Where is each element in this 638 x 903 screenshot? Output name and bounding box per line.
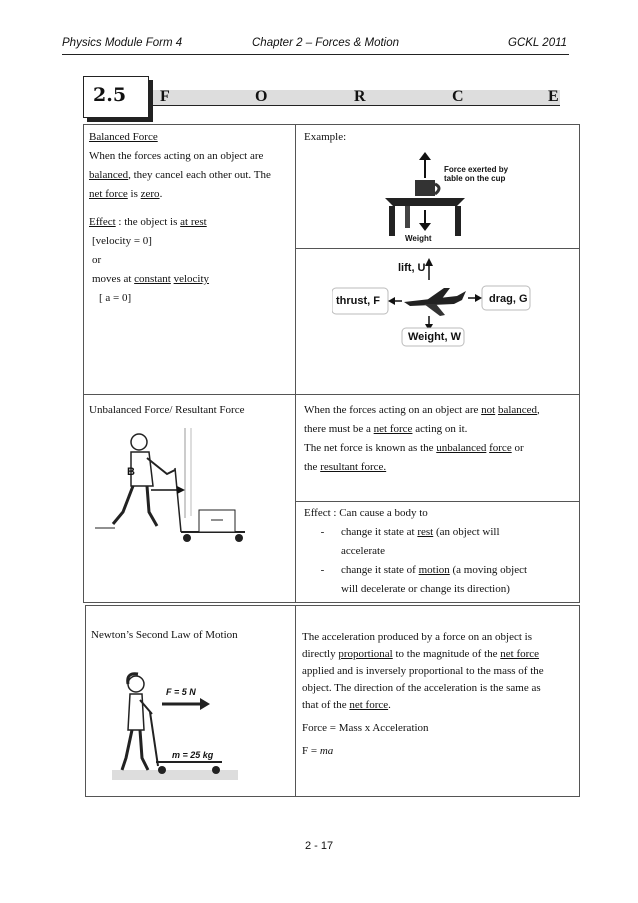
weight-w-label: Weight, W [408, 331, 461, 343]
drag-label: drag, G [489, 293, 528, 305]
net-force-word-3: net force [500, 648, 540, 660]
unbalanced-desc-cell [295, 394, 580, 502]
cup-weight-label: Weight [405, 234, 432, 243]
formula-f-equals: F = [302, 745, 320, 757]
item1-a: change it state at [341, 526, 418, 538]
or-word: or [92, 254, 102, 266]
balanced-word-2: balanced [497, 404, 538, 416]
balanced-word: balanced [89, 169, 129, 181]
unbalanced-word: unbalanced [436, 442, 487, 454]
zero-word: zero [140, 188, 160, 200]
item2-c: (a moving object [449, 564, 528, 576]
unbalanced-heading: Unbalanced Force/ Resultant Force [89, 404, 245, 416]
cup-label-line-1: Force exerted by [444, 165, 509, 174]
title-letter-r: R [354, 88, 366, 105]
item2-a: change it state of [341, 564, 419, 576]
title-letter-f: F [160, 88, 170, 105]
newton-line-2c: to the magnitude of the [392, 648, 501, 660]
velocity-zero: [velocity = 0] [92, 235, 152, 247]
is-word: is [127, 188, 141, 200]
header-left: Physics Module Form 4 [62, 37, 183, 49]
title-letter-c: C [452, 88, 464, 105]
mass-label: m = 25 kg [172, 750, 214, 760]
at-rest-word: at rest [180, 216, 207, 228]
period: . [159, 188, 163, 200]
newton-line-5a: that of the [302, 699, 350, 711]
resultant-force-word: resultant force. [320, 461, 387, 473]
formula-words: Force = Mass x Acceleration [302, 722, 429, 734]
title-letter-o: O [255, 88, 268, 105]
not-word: not [481, 404, 496, 416]
net-force-word-2: net force [373, 423, 413, 435]
effect-word: Effect [89, 216, 116, 228]
unbalanced-effect-cell [295, 501, 580, 603]
newton-line-5c: . [388, 699, 391, 711]
item1-d: accelerate [341, 545, 385, 557]
cup-label-line-2: table on the cup [444, 174, 506, 183]
p1-a: When the forces acting on an object are [304, 404, 482, 416]
net-force-word: net force [89, 188, 128, 200]
newton-line-4: object. The direction of the acceleration is the same as [302, 682, 541, 694]
lift-label: lift, U [398, 262, 426, 274]
comma: , [537, 404, 540, 416]
header-center: Chapter 2 – Forces & Motion [252, 37, 400, 49]
thrust-label: thrust, F [336, 295, 380, 307]
force-word: force [489, 442, 512, 454]
accel-zero: [ a = 0] [99, 292, 132, 304]
moves-at: moves at [92, 273, 135, 285]
header-rule [62, 54, 569, 55]
newton-line-2a: directly [302, 648, 339, 660]
p3-d: or [511, 442, 524, 454]
p4-a: the [304, 461, 321, 473]
p2-c: acting on it. [412, 423, 468, 435]
pushing-trolley-figure [95, 428, 255, 548]
title-letter-e: E [548, 88, 559, 105]
constant-word: constant [134, 273, 171, 285]
balanced-heading: Balanced Force [89, 131, 158, 143]
formula-ma: ma [319, 745, 334, 757]
newton-heading: Newton’s Second Law of Motion [91, 629, 238, 641]
rest-word: rest [417, 526, 434, 538]
net-force-word-4: net force [349, 699, 389, 711]
p3-a: The net force is known as the [304, 442, 437, 454]
proportional-word: proportional [338, 648, 393, 660]
dash-1: - [320, 526, 325, 538]
velocity-word: velocity [173, 273, 210, 285]
newton-right-cell [295, 605, 580, 797]
item2-d: will decelerate or change its direction) [341, 583, 510, 595]
p2-a: there must be a [304, 423, 374, 435]
newton-line-1: The acceleration produced by a force on an object is [302, 631, 532, 643]
motion-word: motion [418, 564, 450, 576]
force-label: F = 5 N [166, 687, 196, 697]
example-label: Example: [304, 131, 347, 143]
header-right: GCKL 2011 [508, 37, 568, 49]
item1-c: (an object will [433, 526, 500, 538]
cup-force-label [444, 165, 508, 183]
balanced-desc-2: , they cancel each other out. The [128, 169, 271, 181]
newton-line-3: applied and is inversely proportional to the mass of the [302, 665, 544, 677]
page-number: 2 - 17 [305, 840, 334, 852]
dash-2: - [320, 564, 325, 576]
person-b-label: B [127, 466, 135, 478]
effect-head: Effect : Can cause a body to [304, 507, 428, 519]
balanced-desc-1: When the forces acting on an object are [89, 150, 264, 162]
effect-desc: : the object is [115, 216, 181, 228]
balanced-left-cell [83, 124, 296, 395]
section-number: 2.5 [93, 84, 127, 106]
